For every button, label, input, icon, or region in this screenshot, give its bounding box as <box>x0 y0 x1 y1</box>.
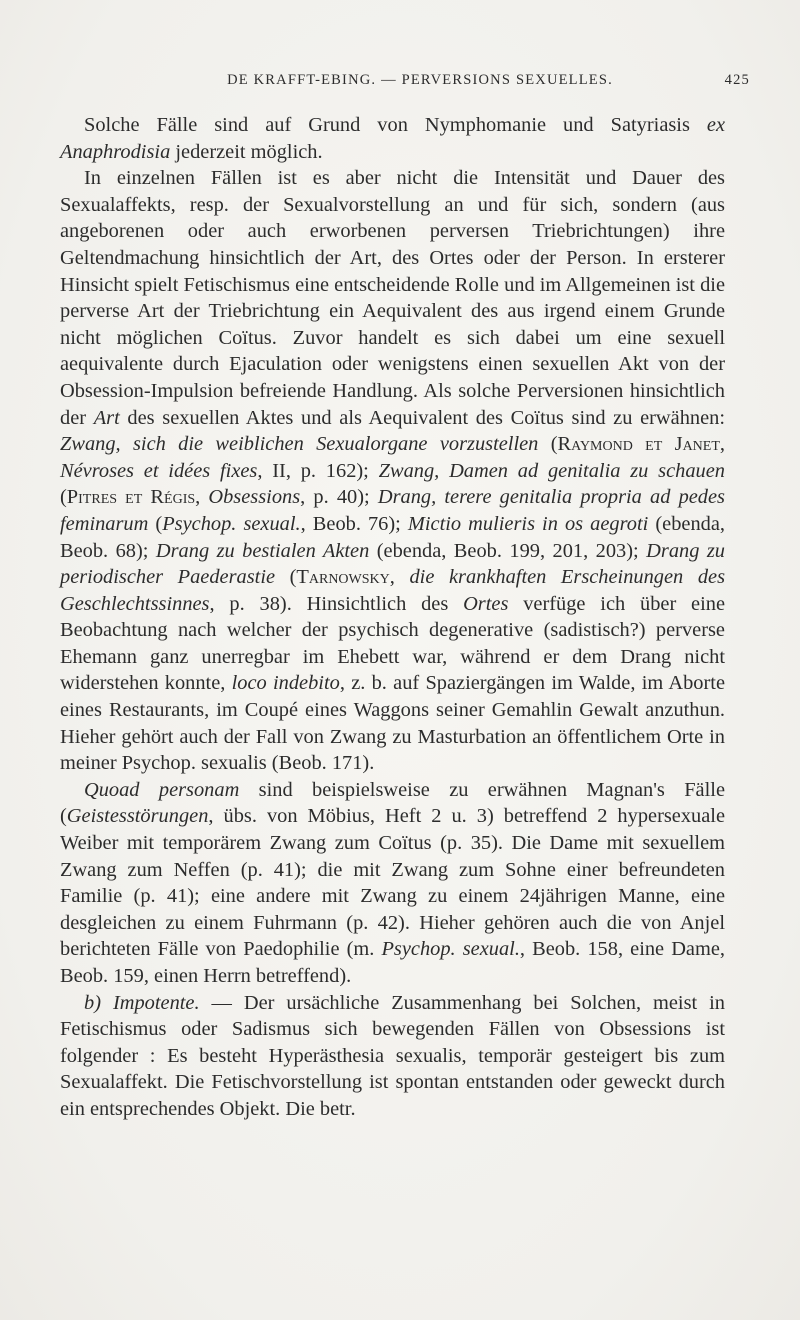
paragraph: b) Impotente. — Der ursächliche Zusammenhang bei Solchen, meist in Fetischismus oder Sadismus sich bewegenden Fällen von Obsessions ist folgender : Es besteht Hyperästhesia sexualis, temporär gesteigert bis zum Sexualaffekt. Die Fetischvorstellung ist spontan entstanden oder geweckt durch ein entsprechendes Objekt. Die betr. <box>60 991 725 1120</box>
paragraph: In einzelnen Fällen ist es aber nicht die Intensität und Dauer des Sexualaffekts, resp. der Sexualvorstellung an und für sich, sondern (aus angeborenen oder auch erworbenen perversen Triebrichtungen) ihre Geltendmachung hinsichtlich der Art, des Ortes oder der Person. In ersterer Hinsicht spielt Fetischismus eine entscheidende Rolle und im Allgemeinen ist die perverse Art der Triebrichtung ein Aequivalent des aus irgend einem Grunde nicht möglichen Coïtus. Zuvor handelt es sich dabei um eine sexuell aequivalente durch Ejaculation oder wenigstens einen sexuellen Akt von der Obsession-Impulsion befreiende Handlung. Als solche Perversionen hinsichtlich der Art des sexuellen Aktes und als Aequivalent des Coïtus sind zu erwähnen: Zwang, sich die weiblichen Sexualorgane vorzustellen (Raymond et Janet, Névroses et idées fixes, II, p. 162); Zwang, Damen ad genitalia zu schauen (Pitres et Régis, Obsessions, p. 40); Drang, terere genitalia propria ad pedes feminarum (Psychop. sexual., Beob. 76); Mictio mulieris in os aegroti (ebenda, Beob. 68); Drang zu bestialen Akten (ebenda, Beob. 199, 201, 203); Drang zu periodischer Paederastie (Tarnowsky, die krankhaften Erscheinungen des Geschlechtssinnes, p. 38). Hinsichtlich des Ortes verfüge ich über eine Beobachtung nach welcher der psychisch degenerative (sadistisch?) perverse Ehemann ganz unerregbar im Ehebett war, während er dem Drang nicht widerstehen konnte, loco indebito, z. b. auf Spaziergängen im Walde, im Aborte eines Restaurants, im Coupé eines Waggons seiner Gemahlin Gewalt anzuthun. Hieher gehört auch der Fall von Zwang zu Masturbation an öffentlichem Orte in meiner Psychop. sexualis (Beob. 171). <box>60 167 726 775</box>
body-text <box>60 112 725 1123</box>
paragraph: Quoad personam sind beispielsweise zu erwähnen Magnan's Fälle (Geistesstörungen, übs. von Möbius, Heft 2 u. 3) betreffend 2 hypersexuale Weiber mit temporärem Zwang zum Coïtus (p. 35). Die Dame mit sexuellem Zwang zum Neffen (p. 41); die mit Zwang zum Sohne einer befreundeten Familie (p. 41); eine andere mit Zwang zu einem 24jährigen Manne, eine desgleichen zu einem Fuhrmann (p. 42). Hieher gehören auch die von Anjel berichteten Fälle von Paedophilie (m. Psychop. sexual., Beob. 158, eine Dame, Beob. 159, einen Herrn betreffend). <box>60 778 725 987</box>
running-title: DE KRAFFT-EBING. — PERVERSIONS SEXUELLES. <box>227 72 613 88</box>
page-number: 425 <box>724 72 750 88</box>
paragraph: Solche Fälle sind auf Grund von Nymphomanie und Satyriasis ex Anaphrodisia jederzeit möglich. <box>60 114 725 163</box>
page-header <box>90 72 750 100</box>
